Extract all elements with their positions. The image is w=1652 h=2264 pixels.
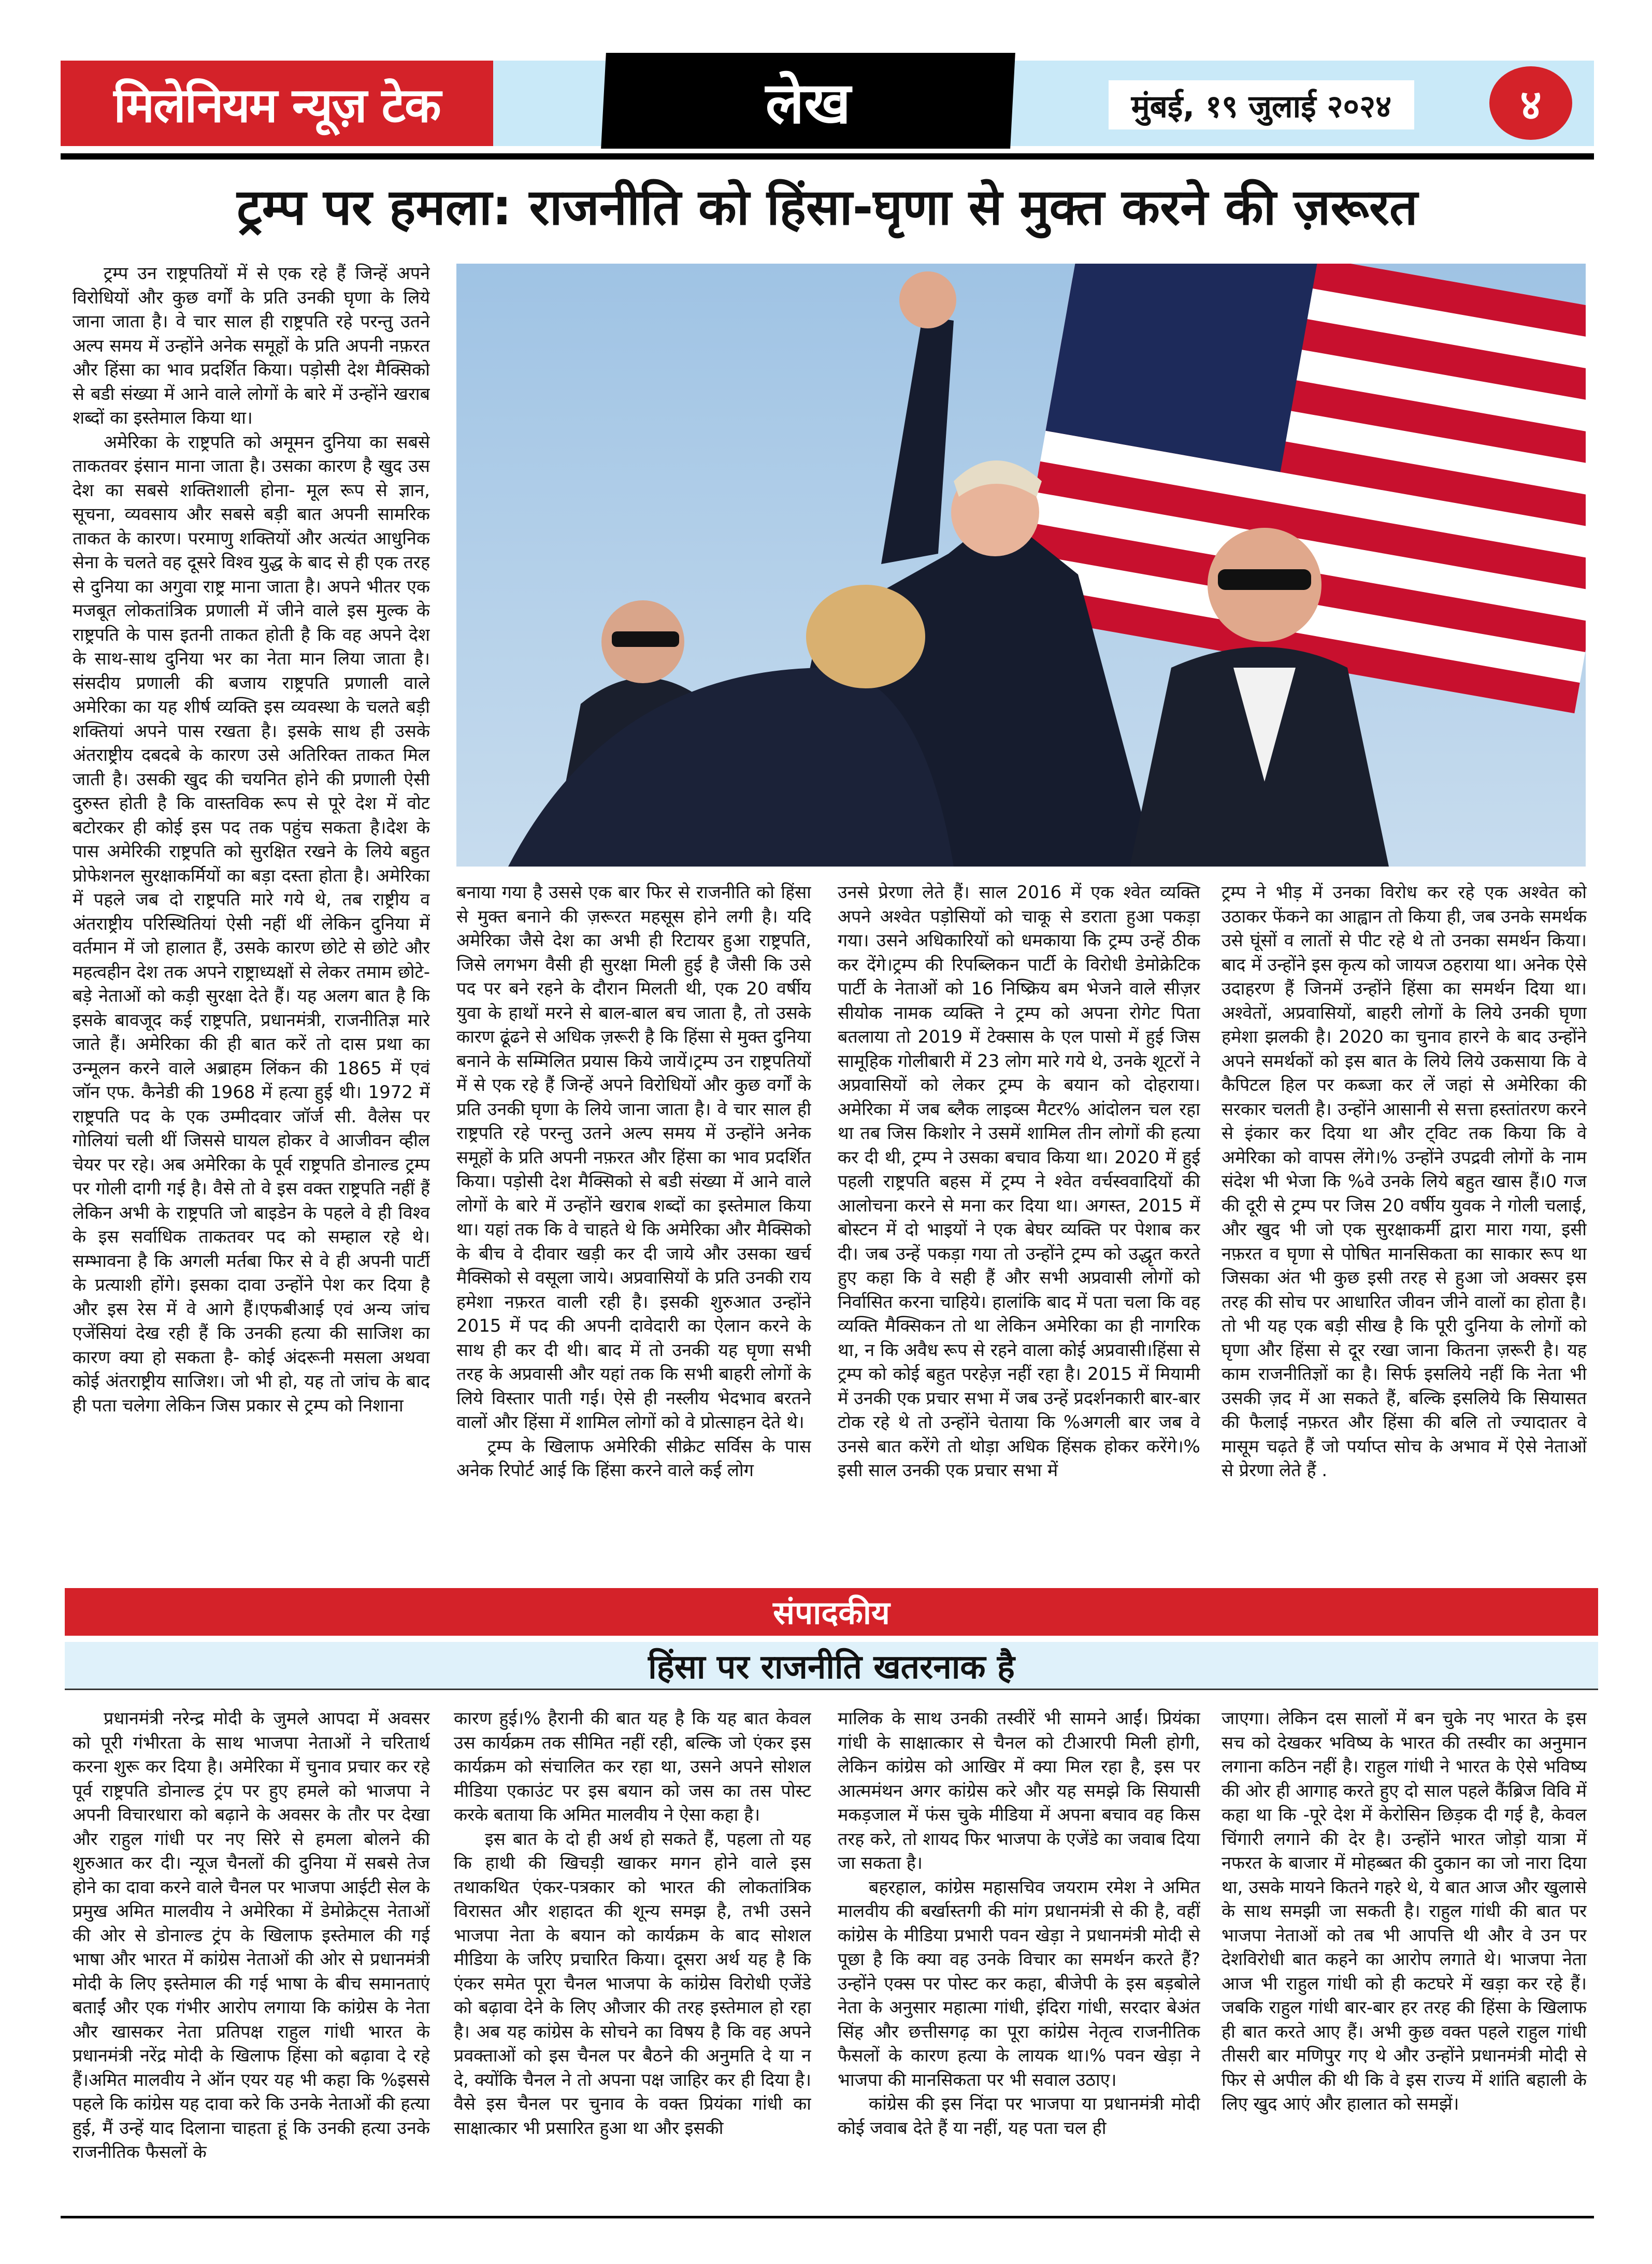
rally-photo-illustration bbox=[456, 264, 1586, 867]
paragraph: ट्रम्प ने भीड़ में उनका विरोध कर रहे एक अश्वेत को उठाकर फेंकने का आह्वान तो किया ही, जब उनके समर्थक उसे घूंसों व लातों से पीट रहे थे तो उनका समर्थन किया। बाद में उन्होंने इस कृत्य को जायज ठहराया था। अनेक ऐसे उदाहरण हैं जिनमें उन्होंने हिंसा का समर्थन दिया था। अश्वेतों, अप्रवासियों, बाहरी लोगों के लिये उनकी घृणा हमेशा झलकी है। 2020 का चुनाव हारने के बाद उन्होंने अपने समर्थकों को इस बात के लिये लिये उकसाया कि वे कैपिटल हिल पर कब्जा कर लें जहां से अमेरिका की सरकार चलती है। उन्होंने आसानी से सत्ता हस्तांतरण करने से इंकार कर दिया था और ट्विट तक किया कि वे अमेरिका को वापस लेंगे।% उन्होंने उपद्रवी लोगों के नाम संदेश भी भेजा कि %वे उनके लिये बहुत खास हैं।0 गज की दूरी से ट्रम्प पर जिस 20 वर्षीय युवक ने गोली चलाई, और खुद भी जो एक सुरक्षाकर्मी द्वारा मारा गया, इसी नफ़रत व घृणा से पोषित मानसिकता का साकार रूप था जिसका अंत भी कुछ इसी तरह से हुआ जो अक्सर इस तरह की सोच पर आधारित जीवन जीने वालों का होता है। तो भी यह एक बड़ी सीख है कि पूरी दुनिया के लोगों को घृणा और हिंसा से दूर रखा जाना कितना ज़रूरी है। यह काम राजनीतिज्ञों का है। सिर्फ इसलिये नहीं कि नेता भी उसकी ज़द में आ सकते हैं, बल्कि इसलिये कि सियासत की फैलाई नफ़रत और हिंसा की बलि तो ज्यादातर वे मासूम चढ़ते हैं जो पर्याप्त सोच के अभाव में ऐसे नेताओं से प्रेरणा लेते हैं . bbox=[1222, 882, 1587, 1481]
editorial-label-bar: संपादकीय bbox=[65, 1588, 1598, 1636]
paragraph: बनाया गया है उससे एक बार फिर से राजनीति को हिंसा से मुक्त बनाने की ज़रूरत महसूस होने लगी है। यदि अमेरिका जैसे देश का अभी ही रिटायर हुआ राष्ट्रपति, जिसे लगभग वैसी ही सुरक्षा मिली हुई है जैसी कि उसे पद पर बने रहने के दौरान मिलती थी, एक 20 वर्षीय युवा के हाथों मरने से बाल-बाल बच जाता है, तो उसके कारण ढूंढने से अधिक ज़रूरी है कि हिंसा से मुक्त दुनिया बनाने के सम्मिलित प्रयास किये जायें।ट्रम्प उन राष्ट्रपतियों में से एक रहे हैं जिन्हें अपने विरोधियों और कुछ वर्गों के प्रति उनकी घृणा के लिये जाना जाता है। वे चार साल ही राष्ट्रपति रहे परन्तु उतने अल्प समय में उन्होंने अनेक समूहों के प्रति अपनी नफ़रत और हिंसा का भाव प्रदर्शित किया। पड़ोसी देश मैक्सिको से बडी संख्या में आने वाले लोगों के बारे में उन्होंने खराब शब्दों का इस्तेमाल किया था। यहां तक कि वे चाहते थे कि अमेरिका और मैक्सिको के बीच वे दीवार खड़ी कर दी जाये और उसका खर्च मैक्सिको से वसूला जाये। अप्रवासियों के प्रति उनकी राय हमेशा नफ़रत वाली रही है। इसकी शुरुआत उन्होंने 2015 में पद की अपनी दावेदारी का ऐलान करने के साथ ही कर दी थी। बाद में तो उनकी यह घृणा सभी तरह के अप्रवासी और यहां तक कि सभी बाहरी लोगों के लिये विस्तार पाती गई। ऐसे ही नस्लीय भेदभाव बरतने वालों और हिंसा में शामिल लोगों को वे प्रोत्साहन देते थे। bbox=[456, 882, 811, 1433]
paragraph: कारण हुई।% हैरानी की बात यह है कि यह बात केवल उस कार्यक्रम तक सीमित नहीं रही, बल्कि जो एंकर इस कार्यक्रम को संचालित कर रहा था, उसने अपने सोशल मीडिया एकाउंट पर इस बयान को जस का तस पोस्ट करके बताया कि अमित मालवीय ने ऐसा कहा है। bbox=[454, 1708, 811, 1825]
section-label: लेख bbox=[765, 69, 851, 136]
editorial-column-3 bbox=[838, 1707, 1200, 2209]
editorial-headline: हिंसा पर राजनीति खतरनाक है bbox=[65, 1642, 1598, 1690]
article-column-4 bbox=[1222, 881, 1587, 1575]
article-column-1 bbox=[73, 262, 430, 1575]
paragraph: बहरहाल, कांग्रेस महासचिव जयराम रमेश ने अमित मालवीय की बर्खास्तगी की मांग प्रधानमंत्री से की है, वहीं कांग्रेस के मीडिया प्रभारी पवन खेड़ा ने प्रधानमंत्री मोदी से पूछा है कि क्या वह उनके विचार का समर्थन करते हैं? उन्होंने एक्स पर पोस्ट कर कहा, बीजेपी के इस बड़बोले नेता के अनुसार महात्मा गांधी, इंदिरा गांधी, सरदार बेअंत सिंह और छत्तीसगढ़ का पूरा कांग्रेस नेतृत्व राजनीतिक फैसलों के कारण हत्या के लायक था।% पवन खेड़ा ने भाजपा की मानसिकता पर भी सवाल उठाए। bbox=[838, 1877, 1200, 2090]
paragraph: ट्रम्प उन राष्ट्रपतियों में से एक रहे हैं जिन्हें अपने विरोधियों और कुछ वर्गों के प्रति उनकी घृणा के लिये जाना जाता है। वे चार साल ही राष्ट्रपति रहे परन्तु उतने अल्प समय में उन्होंने अनेक समूहों के प्रति अपनी नफ़रत और हिंसा का भाव प्रदर्शित किया। पड़ोसी देश मैक्सिको से बडी संख्या में आने वाले लोगों के बारे में उन्होंने खराब शब्दों का इस्तेमाल किया था। bbox=[73, 263, 430, 428]
divider bbox=[61, 153, 1594, 160]
paragraph: मालिक के साथ उनकी तस्वीरें भी सामने आईं। प्रियंका गांधी के साक्षात्कार से चैनल को टीआरपी मिली होगी, लेकिन कांग्रेस को आखिर में क्या मिल रहा है, इस पर आत्ममंथन अगर कांग्रेस करे और यह समझे कि सियासी मकड़जाल में फंस चुके मीडिया में अपना बचाव वह किस तरह करे, तो शायद फिर भाजपा के एजेंडे का जवाब दिया जा सकता है। bbox=[838, 1708, 1200, 1873]
paragraph: जाएगा। लेकिन दस सालों में बन चुके नए भारत के इस सच को देखकर भविष्य के भारत की तस्वीर का अनुमान लगाना कठिन नहीं है। राहुल गांधी ने भारत के ऐसे भविष्य की ओर ही आगाह करते हुए दो साल पहले कैंब्रिज विवि में कहा था कि -पूरे देश में केरोसिन छिड़क दी गई है, केवल चिंगारी लगाने की देर है। उन्होंने भारत जोड़ो यात्रा में नफरत के बाजार में मोहब्बत की दुकान का जो नारा दिया था, उसके मायने कितने गहरे थे, ये बात आज और खुलासे के साथ समझी जा सकती है। राहुल गांधी की बात पर भाजपा नेताओं को तब भी आपत्ति थी और वे उन पर देशविरोधी बात कहने का आरोप लगाते थे। भाजपा नेता आज भी राहुल गांधी को ही कटघरे में खड़ा कर रहे हैं। जबकि राहुल गांधी बार-बार हर तरह की हिंसा के खिलाफ ही बात करते आए हैं। अभी कुछ वक्त पहले राहुल गांधी तीसरी बार मणिपुर गए थे और उन्होंने प्रधानमंत्री मोदी से फिर से अपील की थी कि वे इस राज्य में शांति बहाली के लिए खुद आएं और हालात को समझें। bbox=[1222, 1708, 1587, 2114]
article-column-2 bbox=[456, 881, 811, 1575]
editorial-column-1 bbox=[73, 1707, 430, 2209]
paragraph: इस बात के दो ही अर्थ हो सकते हैं, पहला तो यह कि हाथी की खिचड़ी खाकर मगन होने वाले इस तथाकथित एंकर-पत्रकार को भारत की लोकतांत्रिक विरासत और शहादत की शून्य समझ है, तभी उसने भाजपा नेता के बयान को कार्यक्रम के बाद सोशल मीडिया के जरिए प्रचारित किया। दूसरा अर्थ यह है कि एंकर समेत पूरा चैनल भाजपा के कांग्रेस विरोधी एजेंडे को बढ़ावा देने के लिए औजार की तरह इस्तेमाल हो रहा है। अब यह कांग्रेस के सोचने का विषय है कि वह अपने प्रवक्ताओं को इस चैनल पर बैठने की अनुमति दे या न दे, क्योंकि चैनल ने तो अपना पक्ष जाहिर कर ही दिया है। वैसे इस चैनल पर चुनाव के वक्त प्रियंका गांधी का साक्षात्कार भी प्रसारित हुआ था और इसकी bbox=[454, 1828, 811, 2139]
article-headline: ट्रम्प पर हमला: राजनीति को हिंसा-घृणा से मुक्त करने की ज़रूरत bbox=[237, 178, 1418, 236]
paragraph: कांग्रेस की इस निंदा पर भाजपा या प्रधानमंत्री मोदी कोई जवाब देते हैं या नहीं, यह पता चल ही bbox=[838, 2094, 1200, 2139]
paragraph: ट्रम्प के खिलाफ अमेरिकी सीक्रेट सर्विस के पास अनेक रिपोर्ट आई कि हिंसा करने वाले कई लोग bbox=[456, 1436, 811, 1481]
editorial-column-4 bbox=[1222, 1707, 1587, 2209]
news-photo bbox=[456, 264, 1586, 867]
dateline: मुंबई, १९ जुलाई २०२४ bbox=[1109, 80, 1414, 129]
paragraph: उनसे प्रेरणा लेते हैं। साल 2016 में एक श्वेत व्यक्ति अपने अश्वेत पड़ोसियों को चाकू से डराता हुआ पकड़ा गया। उसने अधिकारियों को धमकाया कि ट्रम्प उन्हें ठीक कर देंगे।ट्रम्प की रिपब्लिकन पार्टी के विरोधी डेमोक्रेटिक पार्टी के नेताओं को 16 निष्क्रिय बम भेजने वाले सीज़र सीयोक नामक व्यक्ति ने ट्रम्प को अपना रोगेट पिता बतलाया तो 2019 में टेक्सास के एल पासो में हुई जिस सामूहिक गोलीबारी में 23 लोग मारे गये थे, उनके शूटरों ने अप्रवासियों को लेकर ट्रम्प के बयान को दोहराया। अमेरिका में जब ब्लैक लाइव्स मैटर% आंदोलन चल रहा था तब जिस किशोर ने उसमें शामिल तीन लोगों की हत्या कर दी थी, ट्रम्प ने उसका बचाव किया था। 2020 में हुई पहली राष्ट्रपति बहस में ट्रम्प ने श्वेत वर्चस्ववादियों की आलोचना करने से मना कर दिया था। अगस्त, 2015 में बोस्टन में दो भाइयों ने एक बेघर व्यक्ति पर पेशाब कर दी। जब उन्हें पकड़ा गया तो उन्होंने ट्रम्प को उद्धृत करते हुए कहा कि वे सही हैं और सभी अप्रवासी लोगों को निर्वासित करना चाहिये। हालांकि बाद में पता चला कि वह व्यक्ति मैक्सिकन तो था लेकिन अमेरिका का ही नागरिक था, न कि अवैध रूप से रहने वाला कोई अप्रवासी।हिंसा से ट्रम्प को कोई बहुत परहेज़ नहीं रहा है। 2015 में मियामी में उनकी एक प्रचार सभा में जब उन्हें प्रदर्शनकारी बार-बार टोक रहे थे तो उन्होंने चेताया कि %अगली बार जब वे उनसे बात करेंगे तो थोड़ा अधिक हिंसक होकर करेंगे।% इसी साल उनकी एक प्रचार सभा में bbox=[838, 882, 1200, 1481]
paragraph: प्रधानमंत्री नरेन्द्र मोदी के जुमले आपदा में अवसर को पूरी गंभीरता के साथ भाजपा नेताओं ने चरितार्थ करना शुरू कर दिया है। अमेरिका में चुनाव प्रचार कर रहे पूर्व राष्ट्रपति डोनाल्ड ट्रंप पर हुए हमले को भाजपा ने अपनी विचारधारा को बढ़ाने के अवसर के तौर पर देखा और राहुल गांधी पर नए सिरे से हमला बोलने की शुरुआत कर दी। न्यूज चैनलों की दुनिया में सबसे तेज होने का दावा करने वाले चैनल पर भाजपा आईटी सेल के प्रमुख अमित मालवीय ने अमेरिका में डेमोक्रेट्स नेताओं की ओर से डोनाल्ड ट्रंप के खिलाफ इस्तेमाल की गई भाषा और भारत में कांग्रेस नेताओं की ओर से प्रधानमंत्री मोदी के लिए इस्तेमाल की गई भाषा के बीच समानताएं बताईं और एक गंभीर आरोप लगाया कि कांग्रेस के नेता और खासकर नेता प्रतिपक्ष राहुल गांधी भारत के प्रधानमंत्री नरेंद्र मोदी के खिलाफ हिंसा को बढ़ावा दे रहे हैं।अमित मालवीय ने ऑन एयर यह भी कहा कि %इससे पहले कि कांग्रेस यह दावा करे कि उनके नेताओं की हत्या हुई, मैं उन्हें याद दिलाना चाहता हूं कि उनकी हत्या उनके राजनीतिक फैसलों के bbox=[73, 1708, 430, 2162]
paragraph: अमेरिका के राष्ट्रपति को अमूमन दुनिया का सबसे ताकतवर इंसान माना जाता है। उसका कारण है खुद उस देश का सबसे शक्तिशाली होना- मूल रूप से ज्ञान, सूचना, व्यवसाय और सबसे बड़ी बात अपनी सामरिक ताकत के कारण। परमाणु शक्तियों और अत्यंत आधुनिक सेना के चलते वह दूसरे विश्व युद्ध के बाद से ही एक तरह से दुनिया का अगुवा राष्ट्र माना जाता है। अपने भीतर एक मजबूत लोकतांत्रिक प्रणाली में जीने वाले इस मुल्क के राष्ट्रपति के पास इतनी ताकत होती है कि वह अपने देश के साथ-साथ दुनिया भर का नेता मान लिया जाता है। संसदीय प्रणाली की बजाय राष्ट्रपति प्रणाली वाले अमेरिका का यह शीर्ष व्यक्ति इस व्यवस्था के चलते बड़ी शक्तियां अपने पास रखता है। इसके साथ ही उसके अंतराष्ट्रीय दबदबे के कारण उसे अतिरिक्त ताकत मिल जाती है। उसकी खुद की चयनित होने की प्रणाली ऐसी दुरुस्त होती है कि वास्तविक रूप से पूरे देश में वोट बटोरकर ही कोई इस पद तक पहुंच सकता है।देश के पास अमेरिकी राष्ट्रपति को सुरक्षित रखने के लिये बहुत प्रोफेशनल सुरक्षाकर्मियों का बड़ा दस्ता होता है। अमेरिका में पहले जब दो राष्ट्रपति मारे गये थे, तब राष्ट्रीय व अंतराष्ट्रीय परिस्थितियां ऐसी नहीं थीं लेकिन दुनिया में वर्तमान में जो हालात हैं, उसके कारण छोटे से छोटे और महत्वहीन देश तक अपने राष्ट्राध्यक्षों से लेकर तमाम छोटे-बड़े नेताओं को कड़ी सुरक्षा देते हैं। यह अलग बात है कि इसके बावजूद कई राष्ट्रपति, प्रधानमंत्री, राजनीतिज्ञ मारे जाते हैं। अमेरिका की ही बात करें तो दास प्रथा का उन्मूलन करने वाले अब्राहम लिंकन की 1865 में एवं जॉन एफ. कैनेडी की 1968 में हत्या हुई थी। 1972 में राष्ट्रपति पद के एक उम्मीदवार जॉर्ज सी. वैलेस पर गोलियां चली थीं जिससे घायल होकर वे आजीवन व्हील चेयर पर रहे। अब अमेरिका के पूर्व राष्ट्रपति डोनाल्ड ट्रम्प पर गोली दागी गई है। वैसे तो वे इस वक्त राष्ट्रपति नहीं हैं लेकिन अभी के राष्ट्रपति जो बाइडेन के पहले वे ही विश्व के इस सर्वाधिक ताकतवर पद को सम्हाल रहे थे। सम्भावना है कि अगली मर्तबा फिर से वे ही अपनी पार्टी के प्रत्याशी होंगे। इसका दावा उन्होंने पेश कर दिया है और इस रेस में वे आगे हैं।एफबीआई एवं अन्य जांच एजेंसियां देख रही हैं कि उनकी हत्या की साजिश का कारण क्या हो सकता है- कोई अंदरूनी मसला अथवा कोई अंतराष्ट्रीय साजिश। जो भी हो, यह तो जांच के बाद ही पता चलेगा लेकिन जिस प्रकार से ट्रम्प को निशाना bbox=[73, 431, 430, 1416]
article-column-3 bbox=[838, 881, 1200, 1575]
page-number-badge: ४ bbox=[1489, 66, 1572, 140]
newspaper-logo: मिलेनियम न्यूज़ टेक bbox=[61, 61, 493, 146]
divider bbox=[61, 2216, 1594, 2218]
editorial-column-2 bbox=[454, 1707, 811, 2209]
